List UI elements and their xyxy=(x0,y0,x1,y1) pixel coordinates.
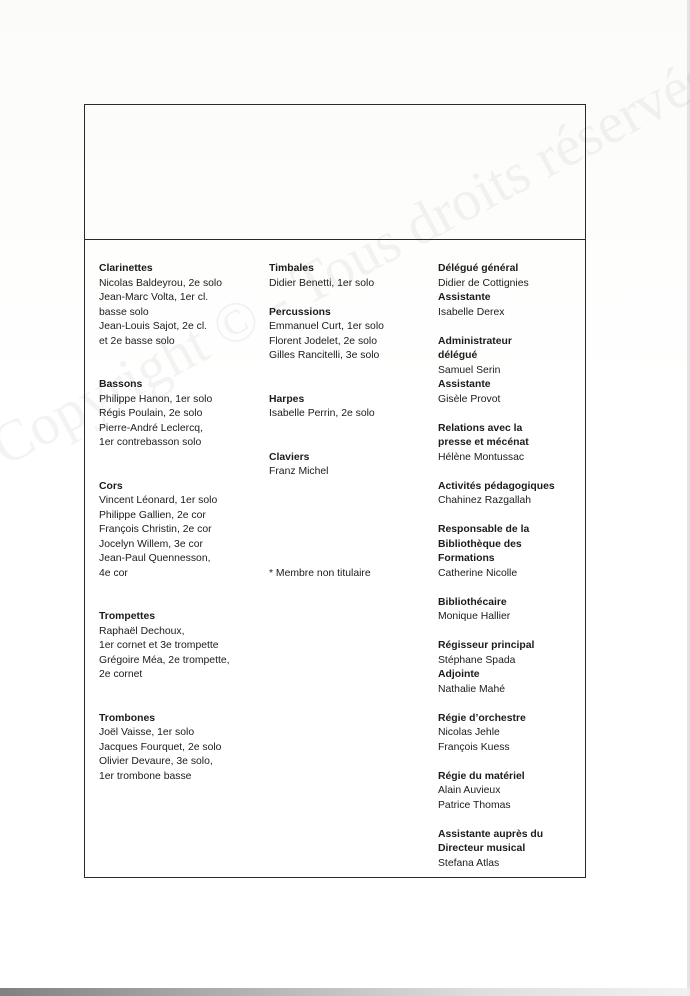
section-heading: Régie du matériel xyxy=(438,770,525,782)
member-entry: Jean-Paul Quennesson, xyxy=(99,553,211,564)
member-entry: Gilles Rancitelli, 3e solo xyxy=(269,350,380,361)
section-heading: Cors xyxy=(99,480,123,492)
member-entry: Joël Vaisse, 1er solo xyxy=(99,727,195,738)
section-heading-line3: Formations xyxy=(438,553,495,564)
member-entry: Philippe Hanon, 1er solo xyxy=(99,393,213,405)
section-regisseur xyxy=(438,639,583,697)
staff-entry: Patrice Thomas xyxy=(438,799,511,811)
section-assistante-directeur xyxy=(438,828,583,872)
section-heading: Délégué général xyxy=(438,263,519,274)
staff-entry: Nicolas Jehle xyxy=(438,727,500,738)
section-heading: Harpes xyxy=(269,393,305,405)
section-heading: Activités pédagogiques xyxy=(438,480,555,492)
member-entry: 1er trombone basse xyxy=(99,770,192,782)
section-heading: Bibliothécaire xyxy=(438,596,507,608)
section-heading-line2: Bibliothèque des xyxy=(438,538,522,550)
staff-entry: Didier de Cottignies xyxy=(438,277,529,289)
staff-entry: Monique Hallier xyxy=(438,611,511,622)
staff-entry: Alain Auvieux xyxy=(438,785,501,796)
member-entry: Isabelle Perrin, 2e solo xyxy=(269,408,375,419)
sub-heading: Assistante xyxy=(438,379,491,390)
member-entry: Jean-Louis Sajot, 2e cl. xyxy=(99,321,208,332)
section-timbales xyxy=(269,262,429,291)
section-heading: Clarinettes xyxy=(99,263,153,274)
section-heading: Assistante auprès du xyxy=(438,828,544,840)
section-claviers xyxy=(269,451,429,480)
section-heading: Percussions xyxy=(269,306,331,318)
member-entry: 1er contrebasson solo xyxy=(99,437,202,448)
section-heading: Régisseur principal xyxy=(438,640,535,651)
section-trombones xyxy=(99,712,264,785)
section-regie-materiel xyxy=(438,770,583,814)
member-entry: Régis Poulain, 2e solo xyxy=(99,408,203,419)
section-bassons xyxy=(99,378,264,451)
member-entry: François Christin, 2e cor xyxy=(99,524,212,535)
section-cors xyxy=(99,480,264,582)
staff-entry: Chahinez Razgallah xyxy=(438,495,531,506)
section-heading: Claviers xyxy=(269,451,310,463)
footnote: * Membre non titulaire xyxy=(269,567,371,579)
member-entry: Jean-Marc Volta, 1er cl. xyxy=(99,292,209,303)
member-entry: Emmanuel Curt, 1er solo xyxy=(269,321,384,332)
section-trompettes xyxy=(99,610,264,683)
staff-entry: Nathalie Mahé xyxy=(438,683,506,695)
member-entry: Didier Benetti, 1er solo xyxy=(269,277,375,289)
staff-entry: Hélène Montussac xyxy=(438,451,525,463)
member-entry: Franz Michel xyxy=(269,466,329,477)
section-bibliothecaire xyxy=(438,596,583,625)
staff-entry: François Kuess xyxy=(438,741,510,753)
staff-entry: Stéphane Spada xyxy=(438,654,516,666)
member-entry: basse solo xyxy=(99,306,149,318)
section-heading: Timbales xyxy=(269,263,314,274)
section-heading: Administrateur xyxy=(438,335,512,347)
section-delegue-general xyxy=(438,262,583,320)
section-harpes xyxy=(269,393,429,422)
section-heading-line2: Directeur musical xyxy=(438,843,526,854)
member-entry: Vincent Léonard, 1er solo xyxy=(99,495,218,506)
member-entry: 4e cor xyxy=(99,567,128,579)
column-percussion xyxy=(269,262,429,581)
section-heading: Trombones xyxy=(99,712,156,724)
section-regie-orchestre xyxy=(438,712,583,756)
staff-entry: Samuel Serin xyxy=(438,364,501,376)
member-entry: 2e cornet xyxy=(99,669,143,680)
staff-entry: Isabelle Derex xyxy=(438,306,505,318)
section-administrateur xyxy=(438,335,583,408)
staff-entry: Catherine Nicolle xyxy=(438,567,518,579)
page-bottom-shadow xyxy=(0,988,690,996)
section-heading-line2: délégué xyxy=(438,350,478,361)
staff-entry: Stefana Atlas xyxy=(438,857,500,869)
section-clarinettes xyxy=(99,262,264,349)
member-entry: Florent Jodelet, 2e solo xyxy=(269,335,378,347)
member-entry: 1er cornet et 3e trompette xyxy=(99,640,219,651)
column-administration xyxy=(438,262,583,871)
member-entry: Jocelyn Willem, 3e cor xyxy=(99,538,203,550)
section-heading-line2: presse et mécénat xyxy=(438,437,529,448)
section-heading: Régie d’orchestre xyxy=(438,712,526,724)
member-entry: et 2e basse solo xyxy=(99,335,175,347)
section-heading: Bassons xyxy=(99,379,143,390)
sub-heading: Assistante xyxy=(438,292,491,303)
frame-divider xyxy=(84,239,586,240)
column-wind-brass xyxy=(99,262,264,784)
section-percussions xyxy=(269,306,429,364)
staff-entry: Gisèle Provot xyxy=(438,393,501,405)
member-entry: Philippe Gallien, 2e cor xyxy=(99,509,206,521)
section-relations-presse xyxy=(438,422,583,466)
member-entry: Nicolas Baldeyrou, 2e solo xyxy=(99,277,223,289)
member-entry: Jacques Fourquet, 2e solo xyxy=(99,741,222,753)
member-entry: Raphaël Dechoux, xyxy=(99,625,185,637)
sub-heading: Adjointe xyxy=(438,669,480,680)
section-heading: Trompettes xyxy=(99,611,156,622)
section-activites-pedagogiques xyxy=(438,480,583,509)
section-bibliotheque xyxy=(438,523,583,581)
member-entry: Pierre-André Leclercq, xyxy=(99,422,203,434)
section-heading: Relations avec la xyxy=(438,422,523,434)
section-heading: Responsable de la xyxy=(438,524,530,535)
member-entry: Grégoire Méa, 2e trompette, xyxy=(99,654,230,666)
member-entry: Olivier Devaure, 3e solo, xyxy=(99,756,213,767)
